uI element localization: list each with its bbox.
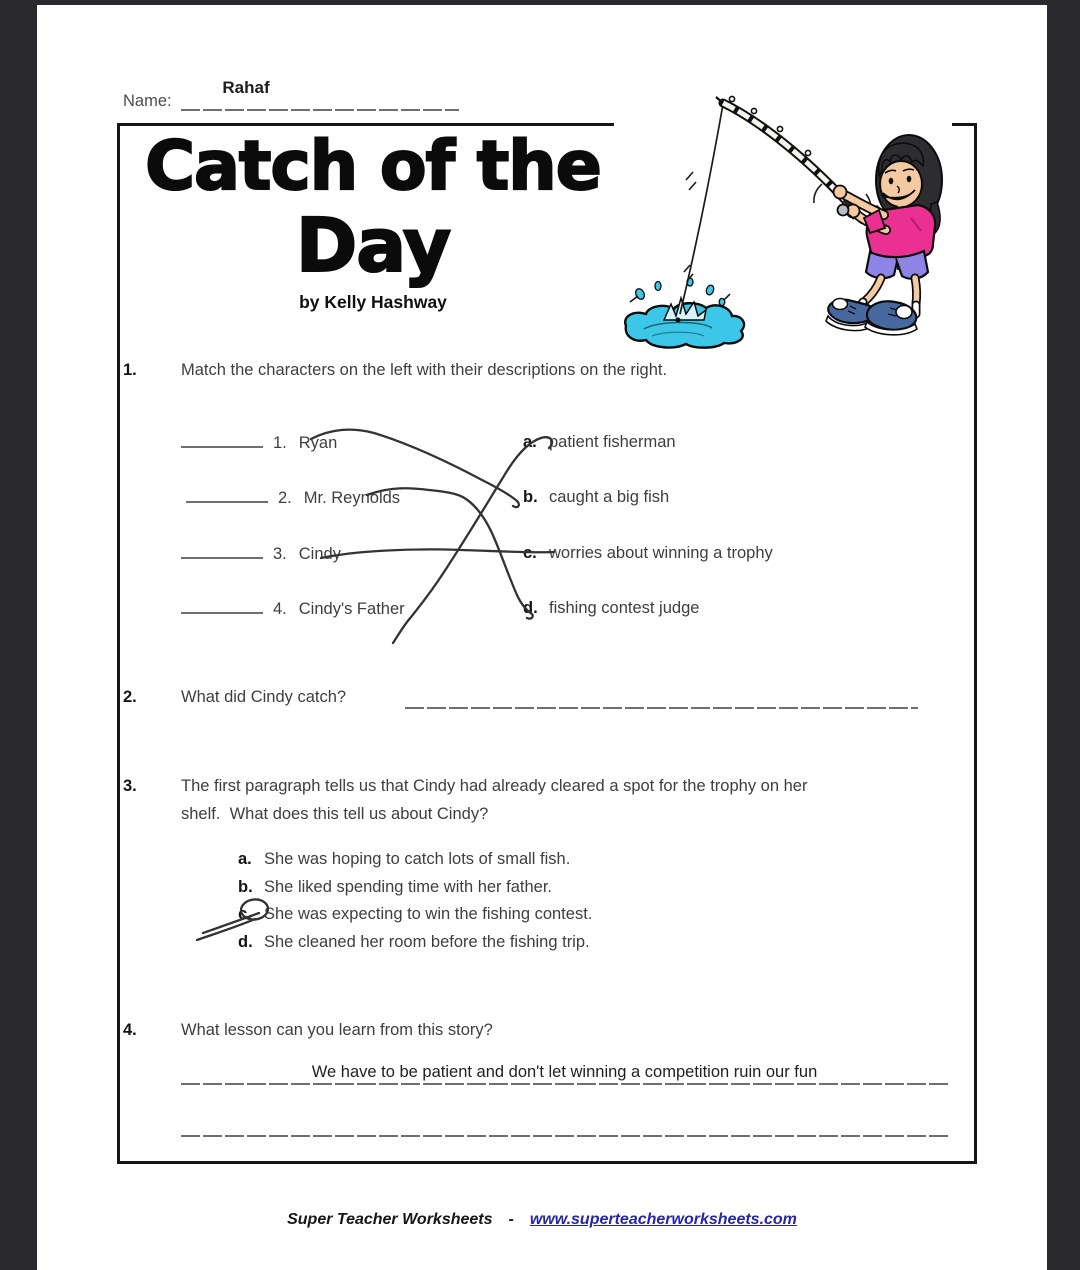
match-right-row-d: [523, 599, 699, 618]
q3-option-c: [238, 905, 592, 924]
q4-answer-line-2[interactable]: [181, 1135, 948, 1137]
match-blank-3[interactable]: [181, 544, 263, 559]
q3-number: 3.: [123, 777, 137, 795]
footer-link[interactable]: www.superteacherworksheets.com: [529, 1211, 797, 1228]
q3-text-d: She cleaned her room before the fishing trip.: [264, 933, 590, 951]
match-desc-a: patient fisherman: [549, 433, 676, 451]
q3-option-b: [238, 878, 552, 897]
match-name-4: Cindy's Father: [298, 600, 405, 618]
match-desc-c: worries about winning a trophy: [549, 544, 773, 562]
match-desc-b: caught a big fish: [549, 488, 670, 506]
name-answer-line[interactable]: [181, 109, 459, 111]
q3-option-d: [238, 933, 590, 952]
footer: [37, 1211, 1047, 1229]
q3-letter-b: b.: [238, 878, 253, 896]
match-right-row-b: [523, 488, 669, 507]
footer-brand: Super Teacher Worksheets: [287, 1211, 493, 1228]
q2-answer-line[interactable]: [405, 707, 918, 709]
q2-number: 2.: [123, 688, 137, 706]
match-name-1: Ryan: [298, 434, 338, 452]
girl-fishing-svg: [614, 88, 952, 352]
q1-number: 1.: [123, 361, 137, 379]
q3-letter-c: c.: [238, 905, 252, 923]
match-blank-4[interactable]: [181, 599, 263, 614]
q3-text-c: She was expecting to win the fishing contest.: [264, 905, 593, 923]
match-num-2: 2.: [278, 489, 292, 507]
q3-prompt-line1: The first paragraph tells us that Cindy had already cleared a spot for the trophy on her: [181, 777, 808, 795]
match-letter-d: d.: [523, 599, 538, 617]
footer-separator: -: [508, 1211, 514, 1228]
match-right-row-c: [523, 544, 773, 563]
girl-fishing-illustration: [614, 88, 952, 352]
q3-prompt-line2: shelf. What does this tell us about Cindy?: [181, 805, 489, 823]
match-blank-2[interactable]: [186, 488, 268, 503]
match-num-4: 4.: [273, 600, 287, 618]
q3-letter-a: a.: [238, 850, 252, 868]
q1-prompt: Match the characters on the left with their descriptions on the right.: [181, 361, 668, 379]
match-blank-1[interactable]: [181, 433, 263, 448]
q3-option-a: [238, 850, 570, 869]
match-name-3: Cindy: [298, 545, 341, 563]
match-letter-c: c.: [523, 544, 537, 562]
worksheet-title-line2: Day: [295, 203, 451, 289]
match-left-row-1: [181, 433, 337, 453]
match-letter-a: a.: [523, 433, 537, 451]
byline: by Kelly Hashway: [299, 292, 447, 312]
match-right-row-a: [523, 433, 676, 452]
girl-figure: [826, 135, 942, 335]
q4-prompt: What lesson can you learn from this story?: [181, 1021, 493, 1039]
q3-text-a: She was hoping to catch lots of small fish.: [264, 850, 571, 868]
name-label: Name:: [123, 92, 172, 110]
q4-answer-text: We have to be patient and don't let winning a competition ruin our fun: [311, 1063, 818, 1081]
q4-answer-line-1[interactable]: [181, 1083, 948, 1085]
q2-prompt: What did Cindy catch?: [181, 688, 347, 706]
worksheet-title-line1: Catch of the: [145, 127, 601, 206]
match-letter-b: b.: [523, 488, 538, 506]
match-left-row-2: [186, 488, 400, 508]
name-value: Rahaf: [222, 78, 270, 97]
match-num-3: 3.: [273, 545, 287, 563]
match-num-1: 1.: [273, 434, 287, 452]
match-desc-d: fishing contest judge: [549, 599, 700, 617]
match-name-2: Mr. Reynolds: [303, 489, 401, 507]
q3-text-b: She liked spending time with her father.: [264, 878, 553, 896]
q4-number: 4.: [123, 1021, 137, 1039]
match-left-row-3: [181, 544, 341, 564]
match-left-row-4: [181, 599, 405, 619]
water-splash: [625, 278, 744, 348]
q3-letter-d: d.: [238, 933, 253, 951]
